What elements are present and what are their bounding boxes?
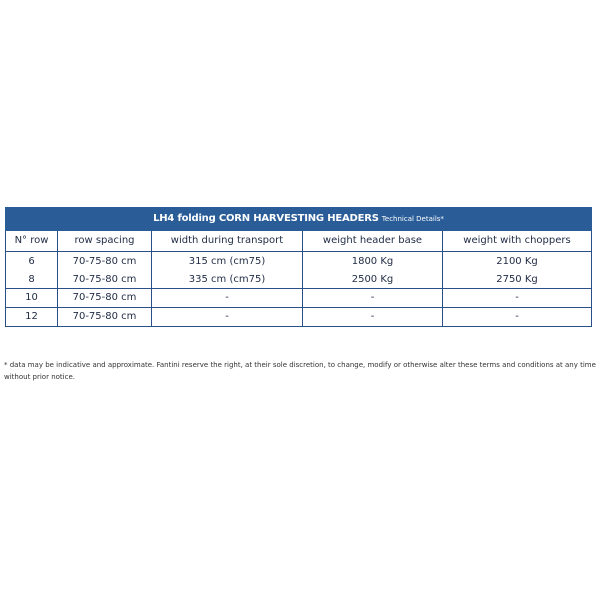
cell-line: 1800 Kg (351, 255, 394, 267)
cell-line: 2500 Kg (351, 273, 394, 285)
table-title-row (6, 208, 592, 231)
table-title-suffix: Technical Details* (381, 215, 444, 223)
cell-line: 6 (28, 255, 35, 267)
cell-line: 70-75-80 cm (72, 273, 137, 285)
footnote: * data may be indicative and approximate. Fantini reserve the right, at their sole discretion, to change, modify or otherwise alter these terms and conditions at any time without prior notice. (4, 361, 596, 381)
cell-weight-choppers (443, 252, 592, 289)
cell-weight-base: - (303, 308, 443, 327)
cell-n-row (6, 252, 58, 289)
cell-width-transport: - (152, 289, 303, 308)
technical-details-table (5, 207, 592, 327)
cell-n-row: 10 (6, 289, 58, 308)
column-header-weight-choppers: weight with choppers (443, 231, 592, 252)
cell-weight-base: - (303, 289, 443, 308)
table-row (6, 308, 592, 327)
table-row (6, 252, 592, 289)
cell-weight-choppers: - (443, 308, 592, 327)
cell-width-transport (152, 252, 303, 289)
table-header-row (6, 231, 592, 252)
cell-row-spacing (58, 252, 152, 289)
cell-line: 2750 Kg (496, 273, 538, 285)
table-title-main: LH4 folding CORN HARVESTING HEADERS (153, 213, 379, 224)
cell-weight-base (303, 252, 443, 289)
cell-line: 2100 Kg (496, 255, 538, 267)
cell-line: 335 cm (cm75) (188, 273, 266, 285)
column-header-weight-base: weight header base (303, 231, 443, 252)
cell-n-row: 12 (6, 308, 58, 327)
cell-width-transport: - (152, 308, 303, 327)
cell-line: 8 (28, 273, 35, 285)
cell-row-spacing: 70-75-80 cm (58, 308, 152, 327)
cell-line: 315 cm (cm75) (188, 255, 266, 267)
cell-line: 70-75-80 cm (72, 255, 137, 267)
column-header-width-transport: width during transport (152, 231, 303, 252)
table-row (6, 289, 592, 308)
table-title (6, 208, 592, 231)
column-header-row-spacing: row spacing (58, 231, 152, 252)
cell-row-spacing: 70-75-80 cm (58, 289, 152, 308)
column-header-n-row: N° row (6, 231, 58, 252)
cell-weight-choppers: - (443, 289, 592, 308)
